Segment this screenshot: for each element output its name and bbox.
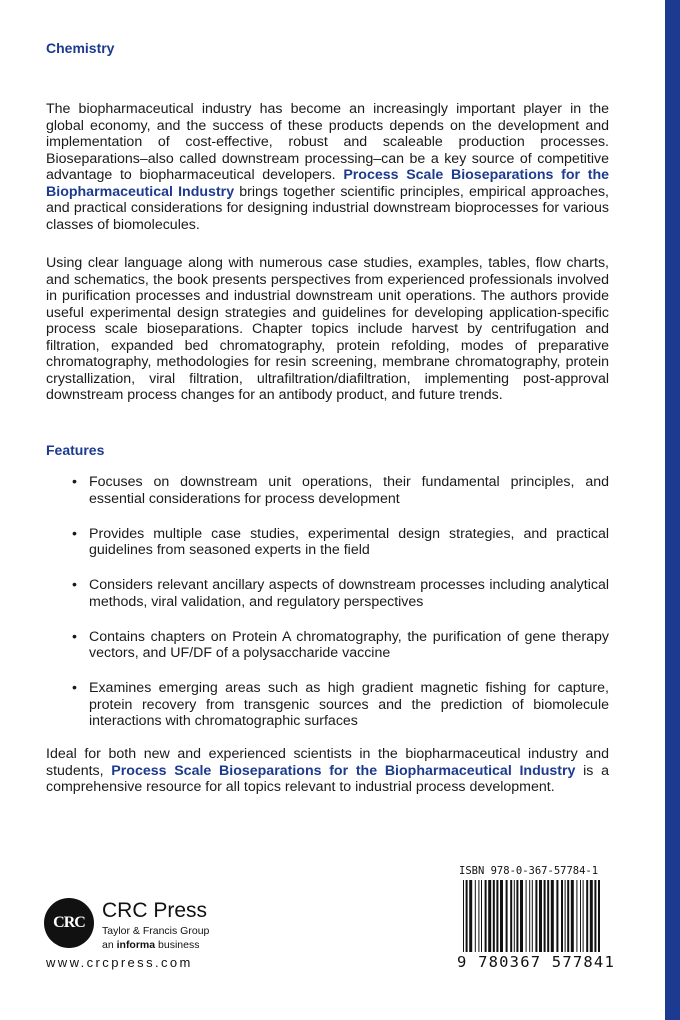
feature-item [46,577,609,610]
informa-prefix: an [102,939,117,951]
bullet-icon: • [72,525,77,542]
publisher-name: CRC Press [102,899,208,922]
feature-item [46,474,609,507]
publisher-logo [44,898,244,960]
publisher-informa-line [102,939,199,951]
feature-text: Considers relevant ancillary aspects of downstream processes including analytical methods, viral validation, and regulatory perspectives [89,577,609,610]
informa-suffix: business [155,939,200,951]
ean-digits: 9 780367 577841 [457,953,615,971]
feature-text: Focuses on downstream unit operations, their fundamental principles, and essential considerations for process development [89,474,609,507]
para1-book-title: Process Scale Bioseparations for the Biopharmaceutical Industry [46,167,609,200]
bullet-icon: • [72,577,77,593]
bullet-icon: • [72,680,77,696]
publisher-group: Taylor & Francis Group [102,925,210,937]
description-paragraph-1 [46,101,609,233]
closing-book-title: Process Scale Bioseparations for the Biopharmaceutical Industry [111,762,576,779]
feature-item [46,526,609,559]
closing-paragraph [46,746,609,796]
closing-text-b: is a comprehensive resource for all topics relevant to industrial process development. [46,762,609,795]
isbn-label: ISBN 978-0-367-57784-1 [459,865,599,877]
publisher-website: www.crcpress.com [46,955,193,970]
para1-text-a: The biopharmaceutical industry has become an increasingly important player in the global economy, and the success of these products depends on the development and implementation of cost-effective, robust and scaleable production processes. Bioseparations–also called downstream processing–can be a key source of competitive advantage to biopharmaceutical developers. [46,101,609,183]
feature-list [46,474,609,748]
bullet-icon: • [72,474,77,490]
category-label: Chemistry [46,40,115,56]
barcode-icon [463,880,603,952]
features-heading: Features [46,442,105,458]
feature-item [46,680,609,730]
feature-item [46,629,609,662]
closing-text-a: Ideal for both new and experienced scientists in the biopharmaceutical industry and students, [46,746,609,779]
feature-text: Provides multiple case studies, experimental design strategies, and practical guidelines from seasoned experts in the field [89,525,609,558]
description-paragraph-2: Using clear language along with numerous case studies, examples, tables, flow charts, and schematics, the book presents perspectives from experienced professionals involved in purification processes and industrial downstream unit operations. The authors provide useful experimental design strategies and guidelines for developing application-specific process scale bioseparations. Chapter topics include harvest by centrifugation and filtration, expanded bed chromatography, protein refolding, modes of preparative chromatography, methodologies for resin screening, membrane chromatography, protein crystallization, viral filtration, ultrafiltration/diafiltration, implementing post-approval downstream process changes for an antibody product, and future trends. [46,255,609,403]
para1-text-b: brings together scientific principles, empirical approaches, and practical considerations for designing industrial downstream bioprocesses for various classes of biomolecules. [46,183,609,233]
informa-brand: informa [116,939,156,951]
crc-circle-logo-icon: CRC [44,898,94,948]
feature-text: Contains chapters on Protein A chromatography, the purification of gene therapy vectors, and UF/DF of a polysaccharide vaccine [89,628,609,661]
isbn-barcode-block [455,863,615,977]
feature-text: Examines emerging areas such as high gradient magnetic fishing for capture, protein recovery from transgenic sources and the prediction of biomolecule interactions with chromatographic surfaces [89,680,609,729]
bullet-icon: • [72,628,77,645]
spine-stripe [665,0,680,1020]
